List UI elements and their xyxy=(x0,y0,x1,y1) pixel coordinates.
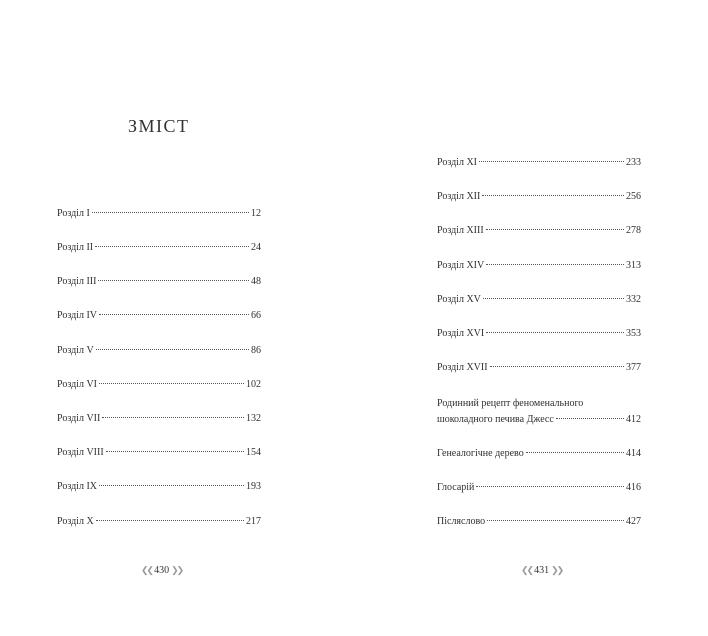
dot-leader xyxy=(526,452,624,453)
toc-entry[interactable] xyxy=(437,446,641,462)
toc-entry-label: Розділ XIV xyxy=(437,260,485,271)
toc-entry[interactable] xyxy=(57,240,261,256)
toc-entry[interactable] xyxy=(437,396,641,428)
toc-entry-label: Післяслово xyxy=(437,516,486,527)
toc-entry[interactable] xyxy=(57,514,261,530)
page-number xyxy=(141,565,182,576)
dot-leader xyxy=(483,298,624,299)
dot-leader xyxy=(486,229,624,230)
toc-entry-label: Розділ VIII xyxy=(57,447,104,458)
toc-entry-page: 377 xyxy=(626,362,641,373)
toc-entry-page: 24 xyxy=(251,242,261,253)
toc-entry-label: Розділ IV xyxy=(57,310,97,321)
toc-entry-label: Глосарій xyxy=(437,482,475,493)
toc-entry[interactable] xyxy=(57,479,261,495)
dot-leader xyxy=(99,314,249,315)
toc-entry-label: Розділ XVI xyxy=(437,328,485,339)
dot-leader xyxy=(490,366,624,367)
toc-entry-page: 154 xyxy=(246,447,261,458)
ornament-right-icon: ❯❯ xyxy=(551,565,563,575)
toc-entry-label: Генеалогічне дерево xyxy=(437,448,524,459)
toc-entry-page: 233 xyxy=(626,157,641,168)
dot-leader xyxy=(96,520,244,521)
toc-entry[interactable] xyxy=(437,189,641,205)
toc-entry-label: Розділ IX xyxy=(57,481,97,492)
toc-entry-label: Розділ I xyxy=(57,208,90,219)
toc-entry-label: Розділ VI xyxy=(57,379,97,390)
toc-entry-page: 12 xyxy=(251,208,261,219)
toc-entry[interactable] xyxy=(437,292,641,308)
dot-leader xyxy=(98,280,249,281)
dot-leader xyxy=(487,520,624,521)
toc-entry[interactable] xyxy=(57,445,261,461)
toc-entry-page: 332 xyxy=(626,294,641,305)
toc-entry-page: 278 xyxy=(626,225,641,236)
toc-entry-page: 102 xyxy=(246,379,261,390)
toc-entry[interactable] xyxy=(57,411,261,427)
toc-entry[interactable] xyxy=(57,377,261,393)
toc-entry-label: Розділ X xyxy=(57,516,94,527)
toc-entry[interactable] xyxy=(437,258,641,274)
toc-entry[interactable] xyxy=(437,223,641,239)
ornament-left-icon: ❮❮ xyxy=(141,565,153,575)
toc-entry-page: 414 xyxy=(626,448,641,459)
toc-entry-page: 313 xyxy=(626,260,641,271)
page-title: ЗМІСТ xyxy=(128,116,190,136)
toc-entry-label: Розділ XIII xyxy=(437,225,484,236)
dot-leader xyxy=(96,349,249,350)
dot-leader xyxy=(479,161,624,162)
toc-entry-label: Розділ VII xyxy=(57,413,101,424)
ornament-right-icon: ❯❯ xyxy=(171,565,183,575)
dot-leader xyxy=(99,383,244,384)
ornament-left-icon: ❮❮ xyxy=(521,565,533,575)
toc-entry-label: Розділ III xyxy=(57,276,97,287)
dot-leader xyxy=(106,451,244,452)
dot-leader xyxy=(486,264,624,265)
toc-entry-label: Розділ XVII xyxy=(437,362,488,373)
toc-entry[interactable] xyxy=(437,514,641,530)
toc-entry[interactable] xyxy=(437,155,641,171)
toc-entry[interactable] xyxy=(57,274,261,290)
dot-leader xyxy=(95,246,249,247)
toc-entry[interactable] xyxy=(57,308,261,324)
dot-leader xyxy=(482,195,624,196)
toc-entry-page: 48 xyxy=(251,276,261,287)
dot-leader xyxy=(476,486,624,487)
page-number xyxy=(521,565,562,576)
page-number-text: 430 xyxy=(154,565,170,576)
right-page xyxy=(354,0,708,636)
dot-leader xyxy=(102,417,244,418)
toc-entry-label: Розділ XI xyxy=(437,157,477,168)
toc-entry-page: 86 xyxy=(251,345,261,356)
toc-entry-label: Розділ XV xyxy=(437,294,481,305)
toc-entry-label: шоколадного печива Джесс xyxy=(437,414,554,425)
toc-entry-label: Розділ II xyxy=(57,242,94,253)
dot-leader xyxy=(92,212,249,213)
toc-entry-page: 353 xyxy=(626,328,641,339)
toc-entry-page: 416 xyxy=(626,482,641,493)
toc-entry-label: Розділ V xyxy=(57,345,94,356)
toc-entry-page: 412 xyxy=(626,414,641,425)
page-number-text: 431 xyxy=(534,565,550,576)
dot-leader xyxy=(556,418,624,419)
dot-leader xyxy=(99,485,244,486)
toc-entry[interactable] xyxy=(437,480,641,496)
toc-entry[interactable] xyxy=(57,206,261,222)
toc-entry-page: 217 xyxy=(246,516,261,527)
toc-entry[interactable] xyxy=(437,326,641,342)
toc-entry-page: 132 xyxy=(246,413,261,424)
toc-entry-label: Розділ XII xyxy=(437,191,481,202)
dot-leader xyxy=(486,332,624,333)
toc-entry[interactable] xyxy=(57,343,261,359)
toc-entry-page: 427 xyxy=(626,516,641,527)
toc-entry-page: 66 xyxy=(251,310,261,321)
toc-entry-page: 256 xyxy=(626,191,641,202)
toc-entry-page: 193 xyxy=(246,481,261,492)
toc-entry-label-line1: Родинний рецепт феноменального xyxy=(437,398,584,409)
toc-entry[interactable] xyxy=(437,360,641,376)
